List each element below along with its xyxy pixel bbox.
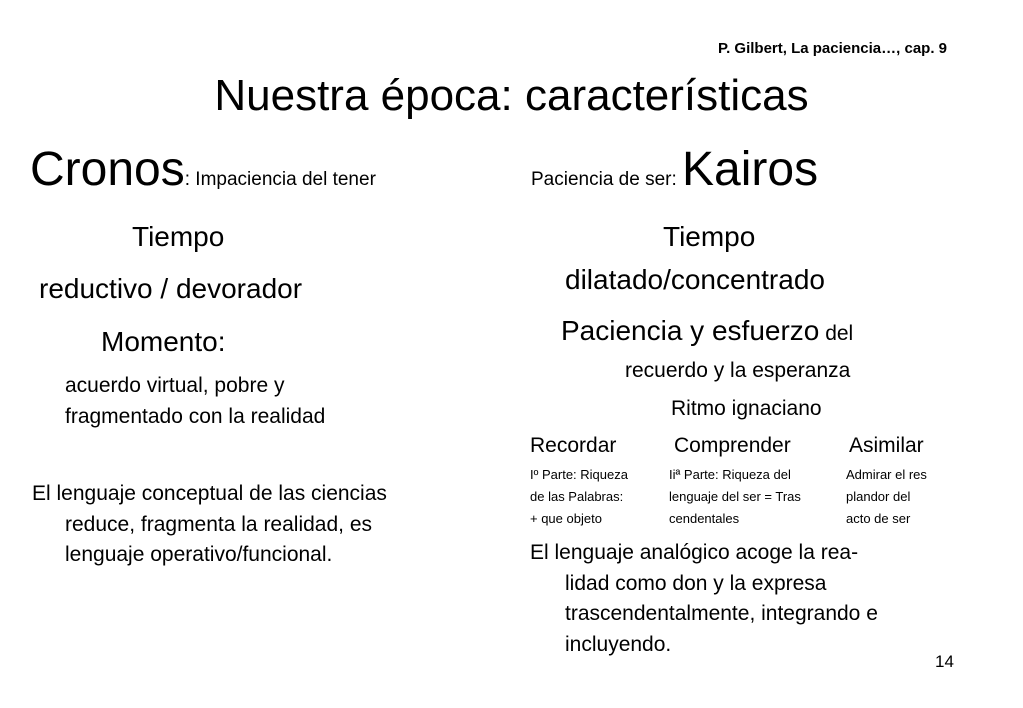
cronos-subtitle: : Impaciencia del tener — [184, 169, 376, 190]
col-recordar-line: + que objeto — [530, 511, 602, 526]
col-comprender-line: Iiª Parte: Riqueza del — [669, 467, 791, 482]
right-analogico-1: El lenguaje analógico acoge la rea- — [530, 541, 859, 564]
col-comprender-line: cendentales — [669, 511, 740, 526]
col-comprender-text — [669, 466, 801, 528]
left-lenguaje-3: lenguaje operativo/funcional. — [65, 543, 333, 566]
col-recordar-line: Iº Parte: Riqueza — [530, 467, 628, 482]
right-analogico-4: incluyendo. — [565, 633, 672, 656]
right-ritmo: Ritmo ignaciano — [671, 397, 822, 420]
left-acuerdo-2: fragmentado con la realidad — [65, 405, 326, 428]
col-asimilar-line: Admirar el res — [846, 467, 927, 482]
col-asimilar-line: acto de ser — [846, 511, 911, 526]
paciencia-big: Paciencia y esfuerzo — [561, 315, 820, 346]
kairos-subtitle: Paciencia de ser: — [531, 169, 683, 190]
left-lenguaje-1: El lenguaje conceptual de las ciencias — [32, 482, 387, 505]
col-recordar-text — [530, 466, 628, 528]
right-dilatado: dilatado/concentrado — [565, 264, 825, 295]
left-tiempo: Tiempo — [132, 221, 225, 252]
left-reductivo: reductivo / devorador — [39, 273, 303, 304]
kairos-word: Kairos — [682, 143, 819, 196]
left-lenguaje-2: reduce, fragmenta la realidad, es — [65, 513, 373, 536]
col-heading-asimilar: Asimilar — [849, 434, 924, 457]
col-heading-recordar: Recordar — [530, 434, 617, 457]
col-comprender-line: lenguaje del ser = Tras — [669, 489, 801, 504]
col-recordar-line: de las Palabras: — [530, 489, 624, 504]
right-analogico-2: lidad como don y la expresa — [565, 572, 827, 595]
col-heading-comprender: Comprender — [674, 434, 791, 457]
right-heading — [531, 142, 818, 197]
citation-reference: P. Gilbert, La paciencia…, cap. 9 — [718, 40, 947, 57]
right-analogico-3: trascendentalmente, integrando e — [565, 602, 878, 625]
right-recuerdo: recuerdo y la esperanza — [625, 359, 851, 382]
cronos-word: Cronos — [30, 143, 185, 196]
page-number: 14 — [935, 652, 954, 671]
col-asimilar-line: plandor del — [846, 489, 911, 504]
page-title: Nuestra época: características — [214, 71, 809, 120]
right-paciencia — [561, 315, 853, 347]
left-acuerdo-1: acuerdo virtual, pobre y — [65, 374, 285, 397]
left-heading — [30, 142, 376, 197]
paciencia-small: del — [819, 322, 854, 345]
right-tiempo: Tiempo — [663, 221, 756, 252]
left-momento: Momento: — [101, 326, 226, 357]
col-asimilar-text — [846, 466, 927, 528]
